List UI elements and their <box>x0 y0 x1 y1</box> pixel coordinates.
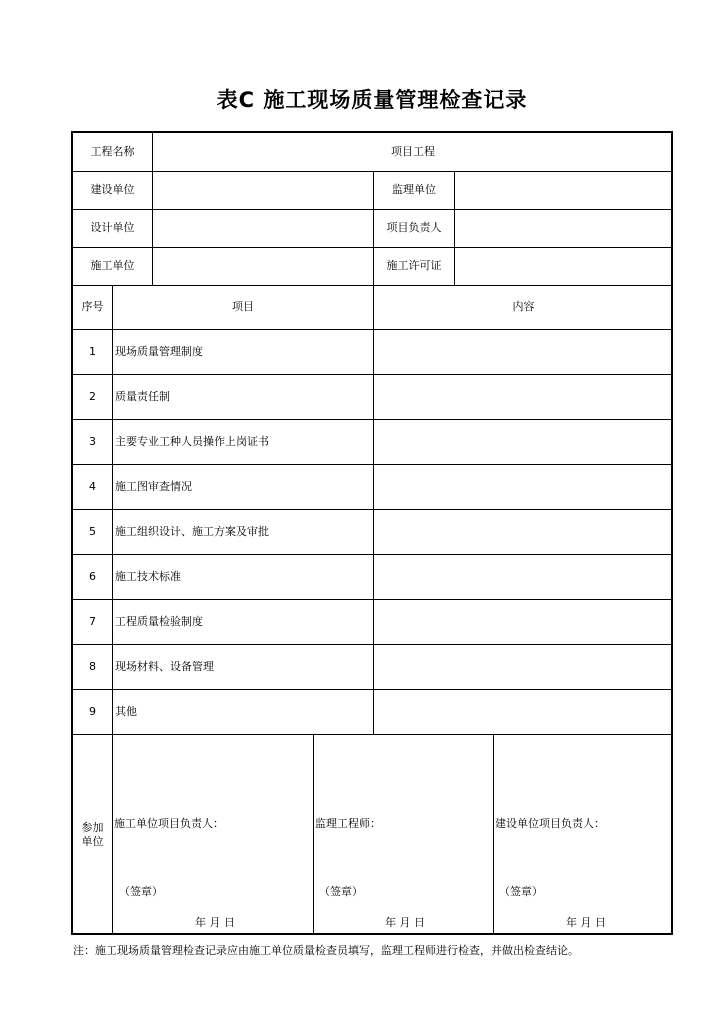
row-number: 9 <box>89 704 96 718</box>
form-title: 表C 施工现场质量管理检查记录 <box>216 88 528 112</box>
supervision-unit-label: 监理单位 <box>392 183 436 196</box>
row-item: 质量责任制 <box>115 389 170 403</box>
row-number: 4 <box>89 479 96 493</box>
builder-seal-label: （签章） <box>119 885 163 898</box>
participants-label <box>73 734 112 935</box>
participants-label-line1: 参加 <box>81 820 104 834</box>
col-divider <box>493 734 494 935</box>
col-divider <box>373 285 374 734</box>
row-item: 工程质量检验制度 <box>115 614 203 628</box>
footnote: 注：施工现场质量管理检查记录应由施工单位质量检查员填写，监理工程师进行检查，并做出检查结论。 <box>73 944 579 957</box>
permit-label: 施工许可证 <box>386 259 442 272</box>
builder-manager-signature-label: 施工单位项目负责人： <box>114 817 224 830</box>
row-number: 1 <box>89 344 96 358</box>
owner-seal-label: （签章） <box>499 885 543 898</box>
owner-manager-signature-label: 建设单位项目负责人： <box>495 817 605 830</box>
row-number: 6 <box>89 569 96 583</box>
row-number: 5 <box>89 524 96 538</box>
project-name-value: 项目工程 <box>391 145 435 158</box>
seq-column-header: 序号 <box>81 300 104 313</box>
row-number: 2 <box>89 389 96 403</box>
col-divider <box>313 734 314 935</box>
row-item: 施工图审查情况 <box>115 479 192 493</box>
supervisor-date-label: 年 月 日 <box>385 916 425 929</box>
col-divider <box>454 171 455 285</box>
row-item: 施工技术标准 <box>115 569 181 583</box>
row-number: 3 <box>89 434 96 448</box>
project-manager-label: 项目负责人 <box>386 221 442 234</box>
participants-label-line2: 单位 <box>81 834 104 848</box>
inspection-form <box>71 131 673 935</box>
supervisor-seal-label: （签章） <box>319 885 363 898</box>
row-divider <box>73 734 673 735</box>
row-item: 现场质量管理制度 <box>115 344 203 358</box>
row-item: 其他 <box>115 704 137 718</box>
row-item: 主要专业工种人员操作上岗证书 <box>115 434 269 448</box>
supervisor-signature-label: 监理工程师： <box>315 817 381 830</box>
content-column-header: 内容 <box>512 300 535 313</box>
item-column-header: 项目 <box>232 300 254 313</box>
row-item: 现场材料、设备管理 <box>115 659 214 673</box>
owner-date-label: 年 月 日 <box>566 916 606 929</box>
builder-unit-label: 施工单位 <box>90 259 135 272</box>
row-item: 施工组织设计、施工方案及审批 <box>115 524 269 538</box>
project-name-label: 工程名称 <box>90 145 135 158</box>
builder-date-label: 年 月 日 <box>195 916 235 929</box>
construction-unit-label: 建设单位 <box>90 183 135 196</box>
design-unit-label: 设计单位 <box>90 221 135 234</box>
row-number: 7 <box>89 614 96 628</box>
row-number: 8 <box>89 659 96 673</box>
